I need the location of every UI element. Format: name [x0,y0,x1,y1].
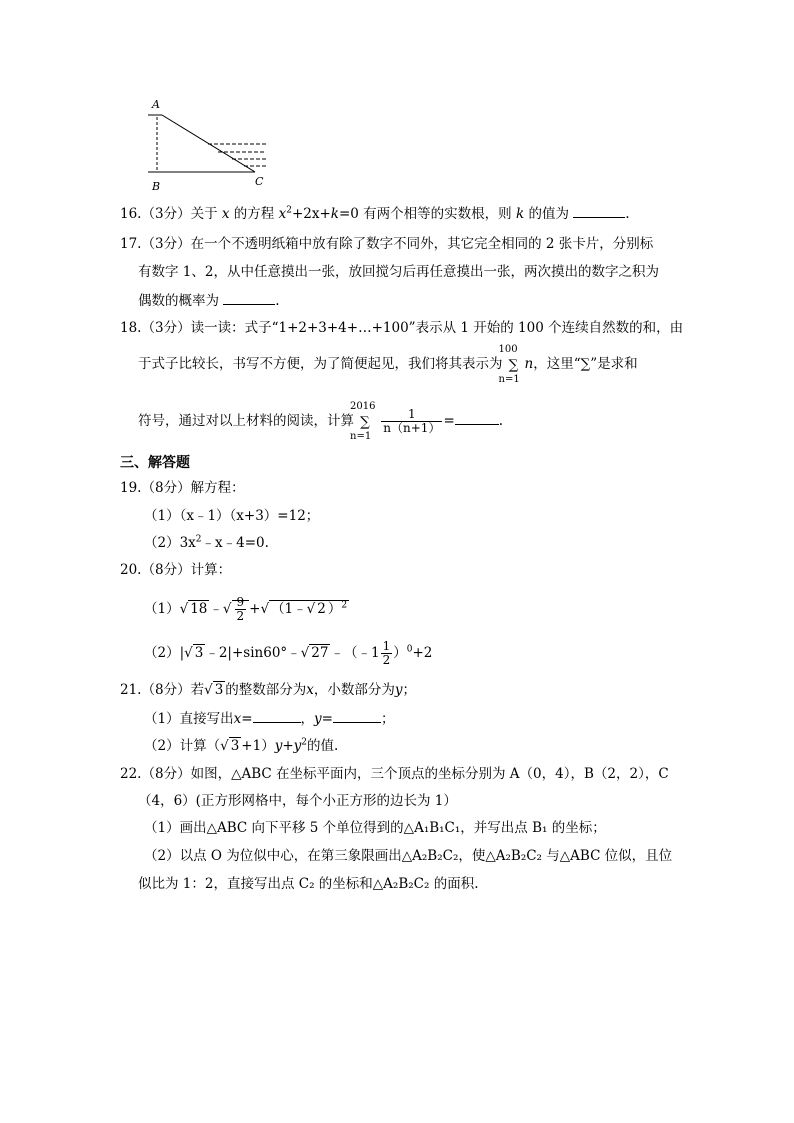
question-22-line2: （4，6）(正方形网格中，每个小正方形的边长为 1） [138,793,457,809]
question-19-part2: $(2)3x^2﹣x﹣4=0$. [144,534,269,551]
figure-label-b: B [152,180,161,193]
question-20-part2: （2）|√ 3 ﹣2|+sin60°﹣√ 27 ﹣（﹣1 $\frac{1}{2}$ ）$^0$+2 [144,639,433,667]
question-22-part2b: 似比为 1：2，直接写出点 C₂ 的坐标和△A₂B₂C₂ 的面积. [138,876,479,892]
answer-blank-17[interactable] [223,290,275,305]
question-22-line1: 22.（8分）如图，△ABC 在坐标平面内，三个顶点的坐标分别为 A（0，4），B（2，2），C [120,766,669,782]
question-19-part1: （1）（x﹣1）（x+3）=12； [144,508,320,524]
question-18-line3: 符号，通过对以上材料的阅读，计算 2016 ∑ n=1 $\frac{1}{n(n+1)}$ = . [138,400,504,442]
question-21-part2: （2）计算（√ $3 +1)y+y^2$的值. [144,737,339,754]
fraction-1-2: $\frac{1}{2}$ [382,639,391,667]
figure-label-a: A [152,98,160,111]
fraction: $\frac{1}{n(n+1)}$ [383,407,441,435]
question-16: 16.（3分）关于 x 的方程 $x^2+2x+k=0$ 有两个相等的实数根，则 k 的值为 . [120,203,630,224]
answer-blank-18[interactable] [455,410,499,425]
answer-blank-21-y[interactable] [333,708,381,723]
question-22-part1: （1）画出△ABC 向下平移 5 个单位得到的△A₁B₁C₁，并写出点 B₁ 的坐标； [144,820,606,836]
answer-blank-16[interactable] [573,203,625,218]
sigma-symbol-2: 2016 ∑ n=1 [350,400,376,442]
section-heading: 三、解答题 [120,455,190,471]
figure-label-c: C [255,175,264,188]
question-17-line1: 17.（3分）在一个不透明纸箱中放有除了数字不同外，其它完全相同的 2 张卡片，分别标 [120,236,654,252]
question-21-part1: （1）直接写出x= ，y= ； [144,708,394,729]
question-20-part1: （1）√ 18 ﹣√ $\frac{9}{2}$ +√ （1﹣√ 2 ）$^2$ [144,595,348,623]
question-17-line3: 偶数的概率为 . [138,290,280,311]
question-22-part2a: （2）以点 O 为位似中心，在第三象限画出△A₂B₂C₂，使△A₂B₂C₂ 与△ABC 位似，且位 [144,848,673,864]
sigma-symbol: 100 ∑ n=1 [498,343,520,385]
question-19: 19.（8分）解方程： [120,480,245,496]
question-20: 20.（8分）计算： [120,562,232,578]
question-18-line1: 18.（3分）读一读：式子“1+2+3+4+…+100”表示从 1 开始的 100 个连续自然数的和，由 [120,320,684,336]
fraction-9-2: $\frac{9}{2}$ [236,595,245,623]
triangle-figure [140,95,280,195]
question-21: 21.（8分）若√ 3 的整数部分为x，小数部分为y； [120,682,417,698]
question-17-line2: 有数字 1、2，从中任意摸出一张，放回搅匀后再任意摸出一张，两次摸出的数字之积为 [138,264,659,280]
answer-blank-21-x[interactable] [253,708,301,723]
question-18-line2: 于式子比较长，书写不方便，为了简便起见，我们将其表示为 100 ∑ n=1 n，这里“∑”是求和 [138,343,638,385]
